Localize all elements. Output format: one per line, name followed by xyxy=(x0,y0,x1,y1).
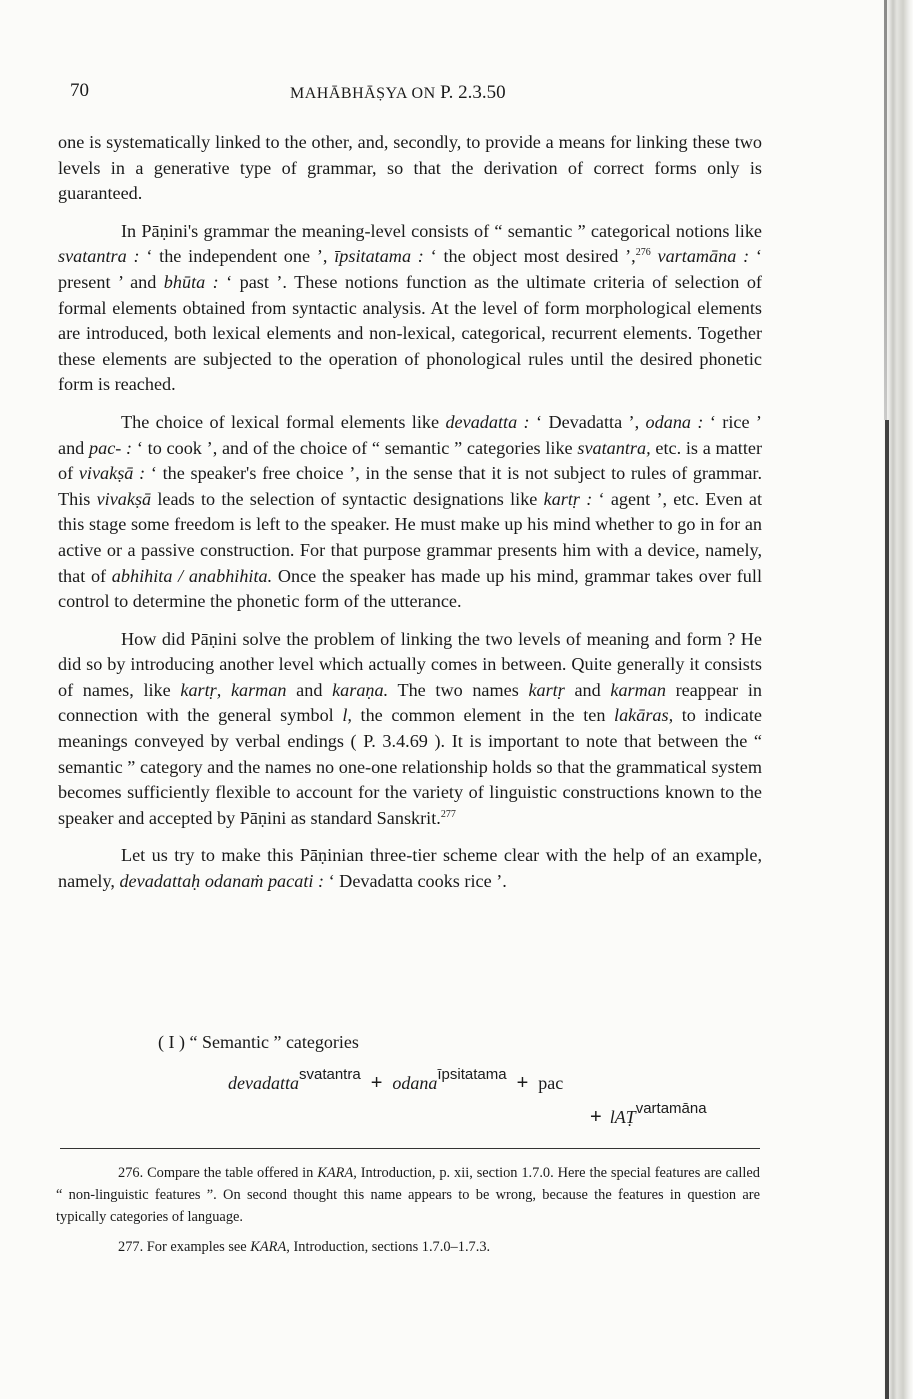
term-karman: karman xyxy=(610,679,666,700)
plus-sign: + xyxy=(516,1072,529,1094)
plus-sign: + xyxy=(370,1072,383,1094)
schema-lat: lAṬ xyxy=(609,1107,636,1127)
work-kara: KARA, xyxy=(250,1239,290,1255)
schema-pac: pac xyxy=(538,1073,564,1093)
paragraph-3: The choice of lexical formal elements like devadatta : ‘ Devadatta ’, odana : ‘ rice ’ and pac- : ‘ to cook ’, and of the choice of “ semantic ” categories like svatantra, etc. is a matter of vivakṣā : ‘ the speaker's free choice ’, in the sense that it is not subject to rules of grammar. This vivakṣā leads to the selection of syntactic designations like kartṛ : ‘ agent ’, etc. Even at this stage some freedom is left to the speaker. He must make up his mind whether to go in for an active or a passive construction. For that purpose grammar presents him with a device, namely, that of abhihita / anabhihita. Once the speaker has made up his mind, grammar takes over full control to determine the phonetic form of the utterance. xyxy=(58,411,763,612)
term-kartr: kartṛ : xyxy=(543,488,593,509)
term-svatantra: svatantra, xyxy=(577,437,651,458)
schema-ipsitatama: īpsitatama xyxy=(437,1066,507,1083)
page-header xyxy=(70,80,770,110)
plus-sign: + xyxy=(590,1106,602,1128)
page-number: 70 xyxy=(70,80,89,101)
term-lakaras: lakāras, xyxy=(614,705,674,726)
footnote-rule xyxy=(60,1148,760,1149)
term-odana: odana : xyxy=(645,411,704,432)
paragraph-5: Let us try to make this Pāṇinian three-tier scheme clear with the help of an example, namely, devadattaḥ odanaṁ pacati : ‘ Devadatta cooks rice ’. xyxy=(58,845,762,892)
footnote-ref-276: 276 xyxy=(635,247,651,259)
footnote-276: 276. Compare the table offered in KARA, Introduction, p. xii, section 1.7.0. Here the special features are called “ non-linguistic features ”. On second thought this name appears to be wrong, because the features in question are typically categories of language. xyxy=(56,1165,760,1225)
schema-line-2 xyxy=(590,1100,707,1129)
running-head-ref: P. 2.3.50 xyxy=(440,82,506,103)
schema-title: ( I ) “ Semantic ” categories xyxy=(158,1032,359,1052)
schema-line-1 xyxy=(228,1066,563,1095)
footnote-277: 277. For examples see KARA, Introduction, sections 1.7.0–1.7.3. xyxy=(118,1239,491,1255)
term-kartr-karman: kartṛ, karman xyxy=(180,679,287,700)
term-l: l, xyxy=(342,705,352,726)
footnote-ref-277: 277 xyxy=(440,808,456,820)
term-svatantra: svatantra : xyxy=(58,246,140,267)
schema-odana: odana xyxy=(392,1073,438,1093)
paragraph-2: In Pāṇini's grammar the meaning-level consists of “ semantic ” categorical notions like svatantra : ‘ the independent one ’, īpsitatama : ‘ the object most desired ’,$^{276}$ vartamāna : ‘ present ’ and bhūta : ‘ past ’. These notions function as the ultimate criteria of selection of formal elements obtained from syntactic analysis. At the level of form morphological elements are introduced, both lexical elements and non-lexical, categorical, recurrent elements. Together these elements are subjected to the operation of phonological rules until the desired phonetic form is reached. xyxy=(58,220,762,395)
running-head xyxy=(290,82,506,104)
term-bhuta: bhūta : xyxy=(163,271,219,292)
term-karana: karaṇa. xyxy=(332,679,389,700)
gutter-shadow xyxy=(884,0,887,420)
term-vivaksa: vivakṣā : xyxy=(78,463,146,484)
term-vartamana: vartamāna : xyxy=(657,246,750,267)
term-ipsitatama: īpsitatama : xyxy=(334,246,424,267)
paragraph-1: one is systematically linked to the other, and, secondly, to provide a means for linking these two levels in a generative type of grammar, so that the derivation of correct forms only is guaranteed. xyxy=(58,132,762,204)
term-devadatta: devadatta : xyxy=(445,411,530,432)
body-text xyxy=(58,130,762,895)
running-head-title: MAHĀBHĀṢYA ON xyxy=(290,85,436,102)
schema-vartamana: vartamāna xyxy=(635,1100,707,1117)
term-vivaksa: vivakṣā xyxy=(96,488,152,509)
schema-svatantra: svatantra xyxy=(298,1066,361,1083)
term-abhihita: abhihita / anabhihita. xyxy=(111,565,273,586)
gutter-edge xyxy=(885,420,889,1399)
example-sentence: devadattaḥ odanaṁ pacati : xyxy=(119,871,325,892)
term-pac: pac- : xyxy=(89,437,133,458)
footnotes xyxy=(56,1162,760,1258)
work-kara: KARA, xyxy=(317,1165,357,1181)
schema-devadatta: devadatta xyxy=(228,1073,299,1093)
paragraph-4: How did Pāṇini solve the problem of linking the two levels of meaning and form ? He did so by introducing another level which actually comes in between. Quite generally it consists of names, like kartṛ, karman and karaṇa. The two names kartṛ and karman reappear in connection with the general symbol l, the common element in the ten lakāras, to indicate meanings conveyed by verbal endings ( P. 3.4.69 ). It is important to note that between the “ semantic ” category and the names no one-one relationship holds so that the grammatical system becomes sufficiently flexible to account for the variety of linguistic constructions known to the speaker and accepted by Pāṇini as standard Sanskrit.$^{277}$ xyxy=(58,628,762,828)
term-kartr: kartṛ xyxy=(528,679,565,700)
